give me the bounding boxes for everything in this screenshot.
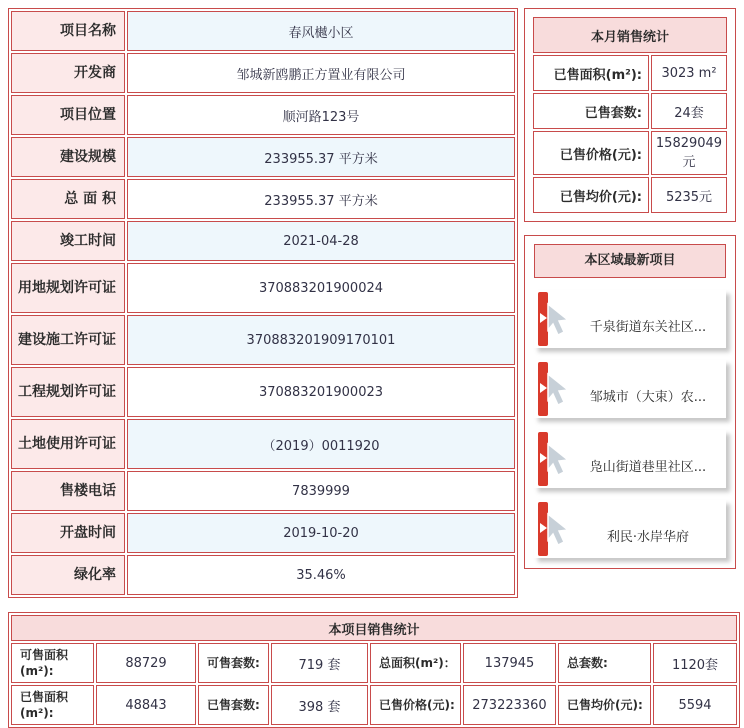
- panel-title: 本月销售统计: [533, 17, 727, 53]
- monthly-sales-panel: [524, 8, 736, 222]
- table-row: [11, 221, 515, 261]
- field-label: 已售均价(元):: [558, 685, 651, 725]
- main-area: [8, 8, 736, 598]
- table-row: [533, 177, 727, 213]
- field-value: 233955.37 平方米: [127, 137, 515, 177]
- field-value: 137945: [463, 643, 556, 683]
- field-label: 已售套数:: [533, 93, 649, 129]
- field-value: 24套: [651, 93, 727, 129]
- field-value: 5235元: [651, 177, 727, 213]
- field-label: 用地规划许可证: [11, 263, 125, 313]
- field-value: 233955.37 平方米: [127, 179, 515, 219]
- project-info-table: [8, 8, 518, 598]
- panel-title: 本项目销售统计: [11, 615, 737, 641]
- latest-projects-panel: [524, 235, 736, 569]
- field-value: （2019）0011920: [127, 419, 515, 469]
- table-row: [11, 471, 515, 511]
- field-label: 可售面积(m²):: [11, 643, 94, 683]
- field-label: 总面积(m²)：: [370, 643, 461, 683]
- table-row: [11, 513, 515, 553]
- click-arrow-icon: [534, 430, 574, 488]
- latest-project-link[interactable]: [534, 430, 726, 488]
- right-column: [524, 8, 736, 569]
- latest-project-label: 千泉街道东关社区...: [589, 319, 707, 335]
- latest-project-link[interactable]: [534, 290, 726, 348]
- project-sales-table: [8, 612, 740, 728]
- field-label: 开盘时间: [11, 513, 125, 553]
- field-value: 370883201909170101: [127, 315, 515, 365]
- field-value: 398 套: [271, 685, 368, 725]
- latest-project-label: 凫山街道巷里社区...: [589, 459, 707, 475]
- field-label: 售楼电话: [11, 471, 125, 511]
- field-value: 273223360: [463, 685, 556, 725]
- field-label: 建设规模: [11, 137, 125, 177]
- latest-project-link[interactable]: [534, 500, 726, 558]
- field-label: 已售面积(m²):: [11, 685, 94, 725]
- field-label: 项目名称: [11, 11, 125, 51]
- table-row: [533, 55, 727, 91]
- field-value: 5594: [653, 685, 737, 725]
- field-value: 春风樾小区: [127, 11, 515, 51]
- table-row: [11, 685, 737, 725]
- field-value: 1120套: [653, 643, 737, 683]
- field-label: 总套数:: [558, 643, 651, 683]
- field-label: 工程规划许可证: [11, 367, 125, 417]
- monthly-sales-table: [531, 15, 729, 215]
- table-row: [11, 53, 515, 93]
- click-arrow-icon: [534, 360, 574, 418]
- field-value: 7839999: [127, 471, 515, 511]
- field-value: 35.46%: [127, 555, 515, 595]
- table-row: [533, 17, 727, 53]
- field-label: 已售套数:: [198, 685, 269, 725]
- latest-project-label: 利民·水岸华府: [606, 529, 690, 545]
- table-row: [11, 11, 515, 51]
- field-label: 已售面积(m²):: [533, 55, 649, 91]
- table-row: [11, 367, 515, 417]
- panel-title: 本区域最新项目: [534, 244, 726, 278]
- latest-project-label: 邹城市（大束）农...: [589, 389, 707, 405]
- table-row: [11, 315, 515, 365]
- field-label: 建设施工许可证: [11, 315, 125, 365]
- field-label: 绿化率: [11, 555, 125, 595]
- field-value: 3023 m²: [651, 55, 727, 91]
- click-arrow-icon: [534, 500, 574, 558]
- field-value: 邹城新鸥鹏正方置业有限公司: [127, 53, 515, 93]
- table-row: [11, 643, 737, 683]
- field-label: 项目位置: [11, 95, 125, 135]
- project-sales-section: [0, 612, 744, 728]
- table-row: [11, 615, 737, 641]
- table-row: [11, 419, 515, 469]
- table-row: [11, 179, 515, 219]
- table-row: [11, 95, 515, 135]
- table-row: [11, 137, 515, 177]
- latest-project-link[interactable]: [534, 360, 726, 418]
- field-value: 顺河路123号: [127, 95, 515, 135]
- table-row: [533, 131, 727, 175]
- field-label: 开发商: [11, 53, 125, 93]
- field-value: 48843: [96, 685, 196, 725]
- field-label: 已售价格(元):: [370, 685, 461, 725]
- field-value: 88729: [96, 643, 196, 683]
- field-value: 370883201900024: [127, 263, 515, 313]
- field-value: 2019-10-20: [127, 513, 515, 553]
- field-value: 370883201900023: [127, 367, 515, 417]
- field-value: 2021-04-28: [127, 221, 515, 261]
- field-value: 719 套: [271, 643, 368, 683]
- field-label: 土地使用许可证: [11, 419, 125, 469]
- field-label: 竣工时间: [11, 221, 125, 261]
- table-row: [11, 555, 515, 595]
- click-arrow-icon: [534, 290, 574, 348]
- table-row: [11, 263, 515, 313]
- field-label: 总 面 积: [11, 179, 125, 219]
- field-label: 可售套数:: [198, 643, 269, 683]
- table-row: [533, 93, 727, 129]
- field-value: 15829049元: [651, 131, 727, 175]
- field-label: 已售价格(元):: [533, 131, 649, 175]
- field-label: 已售均价(元):: [533, 177, 649, 213]
